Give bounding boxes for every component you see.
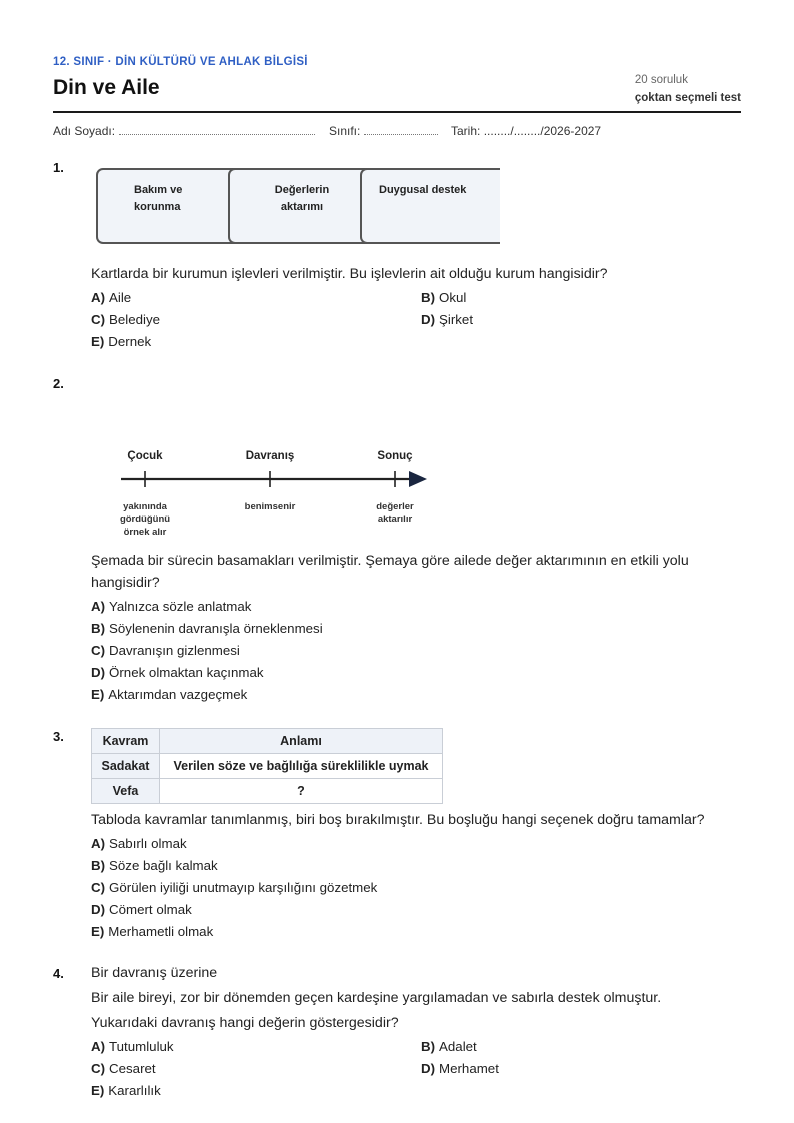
- class-blank: [364, 125, 438, 135]
- test-meta: [635, 71, 741, 107]
- question-number: 1.: [53, 160, 64, 175]
- card-line: Bakım ve: [134, 184, 183, 196]
- timeline-step-detail: [105, 500, 185, 539]
- timeline-arrow: [119, 468, 431, 490]
- answer-option[interactable]: [91, 665, 263, 680]
- option-text: Belediye: [109, 312, 161, 327]
- answer-option[interactable]: [91, 621, 323, 636]
- option-letter: E): [91, 687, 105, 702]
- option-text: Cömert olmak: [109, 902, 192, 917]
- answer-option[interactable]: [421, 312, 473, 327]
- option-text: Okul: [439, 290, 467, 305]
- table-header: Kavram: [92, 729, 160, 754]
- option-letter: A): [91, 290, 106, 305]
- arrow-head-icon: [409, 471, 427, 487]
- detail-line: örnek alır: [123, 527, 167, 538]
- timeline-step-label: Çocuk: [127, 450, 163, 462]
- option-letter: B): [421, 1039, 436, 1054]
- answer-option[interactable]: [91, 312, 160, 327]
- function-card: [228, 168, 376, 244]
- answer-option[interactable]: [91, 290, 131, 305]
- option-letter: B): [91, 621, 106, 636]
- name-blank: [119, 125, 315, 135]
- answer-option[interactable]: [91, 902, 192, 917]
- table-header: Anlamı: [160, 729, 443, 754]
- option-letter: A): [91, 1039, 106, 1054]
- option-text: Şirket: [439, 312, 474, 327]
- card-line: korunma: [134, 201, 181, 213]
- option-text: Merhametli olmak: [108, 924, 214, 939]
- timeline-step-label: Davranış: [245, 450, 295, 462]
- option-text: Tutumluluk: [109, 1039, 174, 1054]
- question-stem: Yukarıdaki davranış hangi değerin göstergesidir?: [91, 1015, 399, 1031]
- option-text: Aktarımdan vazgeçmek: [108, 687, 248, 702]
- answer-option[interactable]: [91, 599, 251, 614]
- option-letter: E): [91, 1083, 105, 1098]
- function-card: [96, 168, 242, 244]
- option-letter: D): [91, 902, 106, 917]
- timeline-step-detail: [230, 500, 310, 513]
- class-field: [329, 124, 438, 138]
- date-value: ......../......../2026-2027: [483, 124, 602, 138]
- option-text: Söylenenin davranışla örneklenmesi: [109, 621, 323, 636]
- answer-option[interactable]: [91, 334, 151, 349]
- question-count: 20 soruluk: [634, 74, 688, 86]
- option-text: Görülen iyiliği unutmayıp karşılığını gözetmek: [109, 880, 378, 895]
- option-letter: E): [91, 924, 105, 939]
- option-letter: C): [91, 880, 106, 895]
- header-divider: [53, 111, 741, 113]
- class-label: Sınıfı:: [329, 124, 361, 138]
- detail-line: yakınında: [123, 501, 167, 512]
- answer-option[interactable]: [91, 1039, 174, 1054]
- timeline-step-label: Sonuç: [377, 450, 413, 462]
- option-text: Merhamet: [439, 1061, 499, 1076]
- option-text: Söze bağlı kalmak: [109, 858, 218, 873]
- table-cell: Verilen söze ve bağlılığa süreklilikle uymak: [160, 754, 443, 779]
- option-letter: D): [421, 312, 436, 327]
- card-line: Değerlerin: [274, 184, 330, 196]
- name-label: Adı Soyadı:: [53, 124, 116, 138]
- table-cell: ?: [160, 779, 443, 804]
- option-letter: E): [91, 334, 105, 349]
- answer-option[interactable]: [91, 643, 240, 658]
- function-card: [360, 168, 500, 244]
- concept-table: [91, 728, 443, 804]
- option-letter: D): [421, 1061, 436, 1076]
- answer-option[interactable]: [91, 924, 213, 939]
- detail-line: aktarılır: [377, 514, 413, 525]
- option-text: Kararlılık: [108, 1083, 161, 1098]
- page-title: Din ve Aile: [53, 76, 160, 99]
- answer-option[interactable]: [91, 880, 377, 895]
- date-label: Tarih:: [451, 124, 481, 138]
- option-text: Aile: [109, 290, 132, 305]
- option-text: Davranışın gizlenmesi: [109, 643, 240, 658]
- option-letter: C): [91, 312, 106, 327]
- question-number: 2.: [53, 376, 64, 391]
- option-text: Cesaret: [109, 1061, 156, 1076]
- option-text: Sabırlı olmak: [109, 836, 187, 851]
- test-type: çoktan seçmeli test: [634, 92, 741, 104]
- subject-label: 12. SINIF · DİN KÜLTÜRÜ VE AHLAK BİLGİSİ: [53, 56, 308, 68]
- option-letter: C): [91, 1061, 106, 1076]
- answer-option[interactable]: [91, 687, 247, 702]
- answer-option[interactable]: [421, 290, 466, 305]
- answer-option[interactable]: [421, 1039, 477, 1054]
- answer-option[interactable]: [91, 1083, 161, 1098]
- option-text: Örnek olmaktan kaçınmak: [109, 665, 264, 680]
- question-number: 4.: [53, 966, 64, 981]
- detail-line: benimsenir: [244, 501, 296, 512]
- table-cell: Vefa: [92, 779, 160, 804]
- detail-line: gördüğünü: [119, 514, 171, 525]
- option-letter: C): [91, 643, 106, 658]
- answer-option[interactable]: [421, 1061, 499, 1076]
- option-letter: D): [91, 665, 106, 680]
- question-stem: [91, 550, 689, 594]
- table-row: [92, 754, 443, 779]
- card-line: Duygusal destek: [379, 184, 467, 196]
- option-text: Yalnızca sözle anlatmak: [109, 599, 252, 614]
- option-letter: B): [421, 290, 436, 305]
- stem-line: Şemada bir sürecin basamakları verilmiştir. Şemaya göre ailede değer aktarımının en etkili yolu: [91, 553, 689, 569]
- option-text: Adalet: [439, 1039, 477, 1054]
- date-field: [451, 124, 601, 138]
- question-number: 3.: [53, 729, 64, 744]
- table-cell: Sadakat: [92, 754, 160, 779]
- answer-option[interactable]: [91, 858, 218, 873]
- stem-line: hangisidir?: [91, 575, 160, 591]
- option-letter: A): [91, 836, 106, 851]
- table-row: [92, 779, 443, 804]
- answer-option[interactable]: [91, 1061, 156, 1076]
- option-text: Dernek: [108, 334, 152, 349]
- table-header-row: [92, 729, 443, 754]
- answer-option[interactable]: [91, 836, 187, 851]
- question-intro: Bir davranış üzerine: [91, 965, 218, 981]
- card-line: aktarımı: [280, 201, 324, 213]
- option-letter: A): [91, 599, 106, 614]
- name-field: [53, 124, 315, 138]
- question-scenario: Bir aile bireyi, zor bir dönemden geçen kardeşine yargılamadan ve sabırla destek olmuştur.: [91, 990, 662, 1006]
- question-stem: Tabloda kavramlar tanımlanmış, biri boş bırakılmıştır. Bu boşluğu hangi seçenek doğru tamamlar?: [91, 812, 705, 828]
- option-letter: B): [91, 858, 106, 873]
- timeline-step-detail: [355, 500, 435, 526]
- detail-line: değerler: [376, 501, 414, 512]
- question-stem: Kartlarda bir kurumun işlevleri verilmiştir. Bu işlevlerin ait olduğu kurum hangisidir?: [91, 266, 608, 282]
